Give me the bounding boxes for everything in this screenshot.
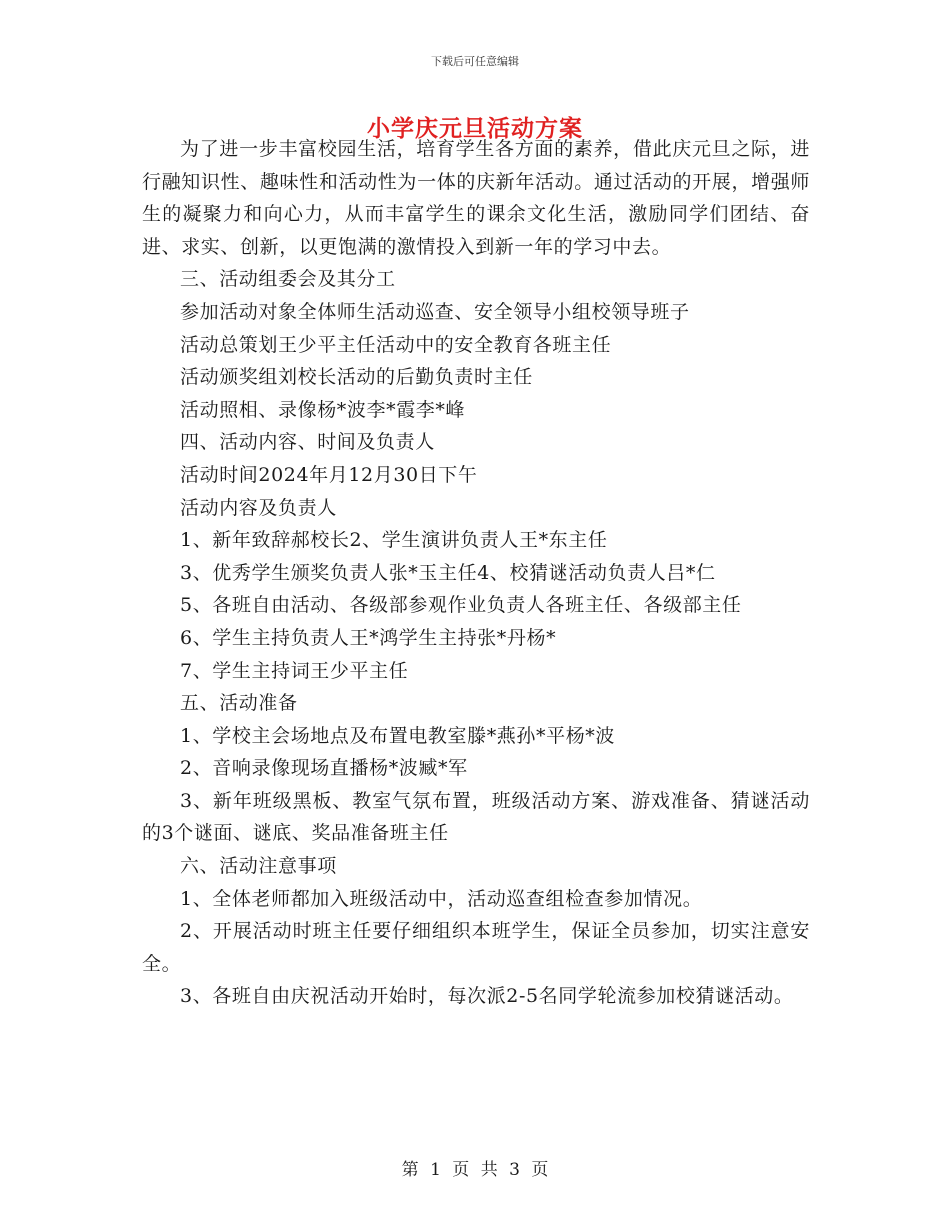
list-item: 3、各班自由庆祝活动开始时，每次派2-5名同学轮流参加校猜谜活动。	[180, 985, 794, 1008]
section-heading: 五、活动准备	[180, 692, 298, 715]
document-title: 小学庆元旦活动方案	[367, 115, 583, 142]
list-item: 5、各班自由活动、各级部参观作业负责人各班主任、各级部主任	[180, 594, 742, 617]
section-heading: 三、活动组委会及其分工	[180, 268, 396, 291]
list-item: 7、学生主持词王少平主任	[180, 659, 409, 682]
list-item: 2、音响录像现场直播杨*波臧*军	[180, 757, 468, 780]
paragraph-line: 活动总策划王少平主任活动中的安全教育各班主任	[180, 333, 612, 356]
document-body	[142, 133, 810, 1013]
list-item: 6、学生主持负责人王*鸿学生主持张*丹杨*	[180, 626, 557, 649]
list-item: 1、新年致辞郝校长2、学生演讲负责人王*东主任	[180, 529, 608, 552]
paragraph-line: 参加活动对象全体师生活动巡查、安全领导小组校领导班子	[180, 300, 690, 323]
header-note: 下载后可任意编辑	[431, 55, 519, 68]
list-item: 1、学校主会场地点及布置电教室滕*燕孙*平杨*波	[180, 724, 615, 747]
section-heading: 四、活动内容、时间及负责人	[180, 431, 435, 454]
paragraph-line: 活动颁奖组刘校长活动的后勤负责时主任	[180, 366, 533, 389]
paragraph-line: 活动内容及负责人	[180, 496, 337, 519]
paragraph-line: 活动时间2024年月12月30日下午	[180, 463, 478, 486]
paragraph-intro: 为了进一步丰富校园生活，培育学生各方面的素养，借此庆元旦之际，进行融知识性、趣味性和活动性为一体的庆新年活动。通过活动的开展，增强师生的凝聚力和向心力，从而丰富学生的课余文化生活，激励同学们团结、奋进、求实、创新，以更饱满的激情投入到新一年的学习中去。	[142, 138, 810, 258]
paragraph-line: 活动照相、录像杨*波李*霞李*峰	[180, 398, 466, 421]
list-item: 3、新年班级黑板、教室气氛布置，班级活动方案、游戏准备、猜谜活动的3个谜面、谜底、奖品准备班主任	[142, 789, 810, 845]
list-item: 2、开展活动时班主任要仔细组织本班学生，保证全员参加，切实注意安全。	[142, 920, 810, 975]
section-heading: 六、活动注意事项	[180, 855, 337, 878]
list-item: 3、优秀学生颁奖负责人张*玉主任4、校猜谜活动负责人吕*仁	[180, 561, 716, 584]
page-footer: 第 1 页 共 3 页	[401, 1160, 549, 1180]
list-item: 1、全体老师都加入班级活动中，活动巡查组检查参加情况。	[180, 887, 703, 910]
